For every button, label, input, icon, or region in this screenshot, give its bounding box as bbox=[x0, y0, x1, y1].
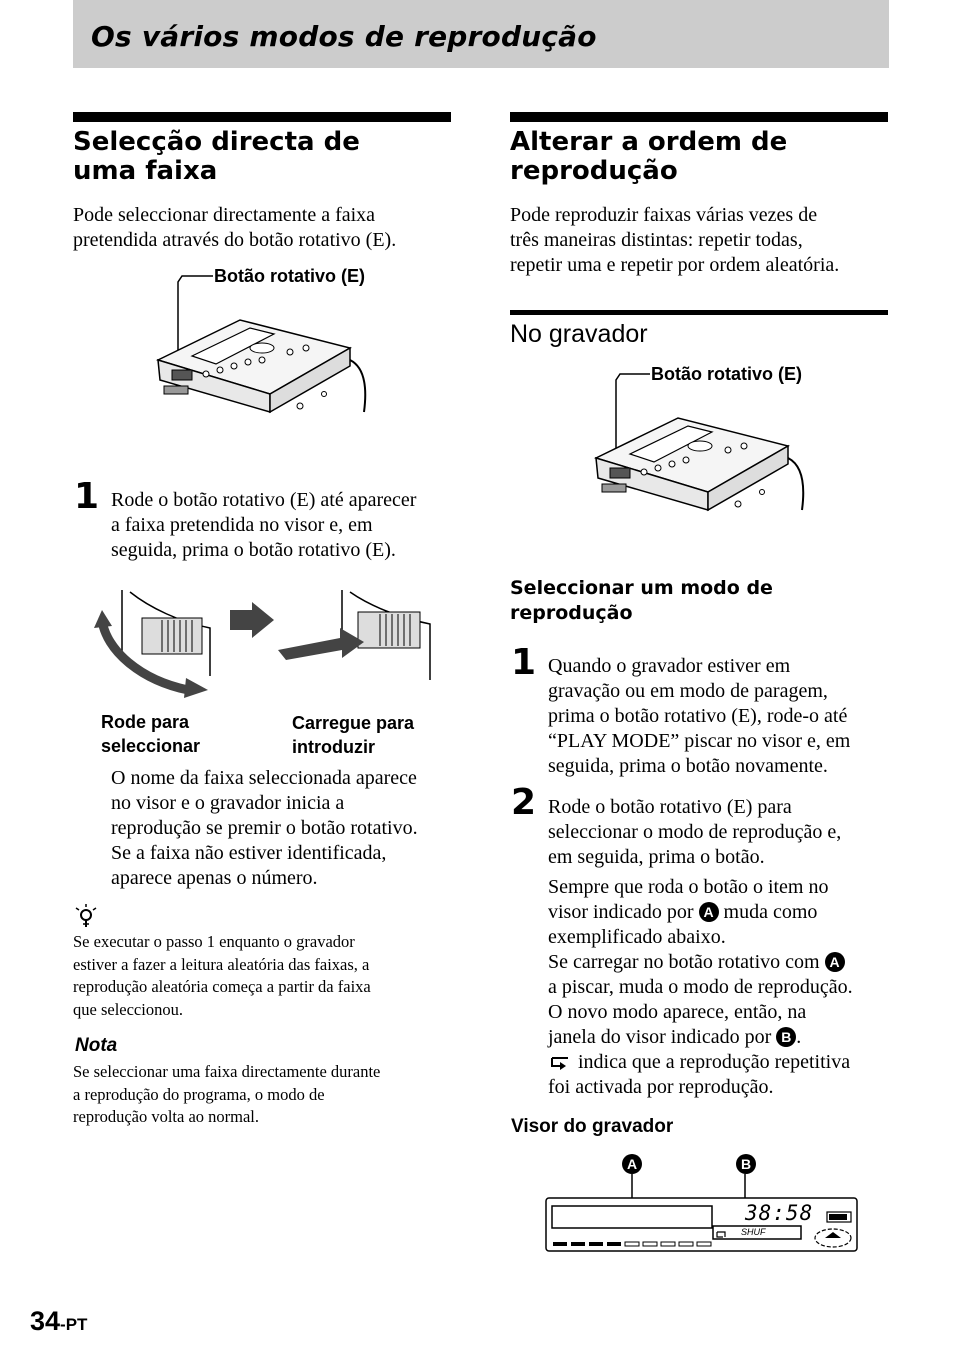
marker-a-inline-2: A bbox=[825, 952, 845, 972]
rotate-press-illustration bbox=[90, 580, 440, 700]
caption-rotate-to-select: Rode para seleccionar bbox=[101, 712, 201, 756]
note-text: Se seleccionar uma faixa directamente durante a reprodução do programa, o modo de reprodução volta ao normal. bbox=[73, 1062, 381, 1126]
tip-lightbulb-icon bbox=[73, 903, 99, 929]
recorder-illustration-right bbox=[588, 360, 818, 530]
title-banner bbox=[73, 0, 889, 68]
step-2-number-right: 2 bbox=[511, 782, 537, 823]
page-number: 34-PT bbox=[30, 1306, 88, 1336]
repeat-icon bbox=[548, 1054, 572, 1070]
display-figure-title: Visor do gravador bbox=[511, 1116, 674, 1137]
section-rule-left bbox=[73, 112, 451, 122]
note-title: Nota bbox=[75, 1035, 118, 1056]
subsubsection-heading-select-mode: Seleccionar um modo de reprodução bbox=[510, 577, 773, 624]
step-2-text-right: Rode o botão rotativo (E) para seleccionar o modo de reprodução e, em seguida, prima o botão. bbox=[548, 796, 842, 868]
result-text-left: O nome da faixa seleccionada aparece no visor e o gravador inicia a reprodução se premir o botão rotativo. Se a faixa não estiver identificada, aparece apenas o número. bbox=[111, 767, 418, 889]
step-1-number-right: 1 bbox=[511, 642, 537, 683]
marker-b-inline: B bbox=[776, 1027, 796, 1047]
step-2-explanation: Sempre que roda o botão o item no visor indicado por A muda como exemplificado abaixo. Se carregar no botão rotativo com A a piscar, muda o modo de reprodução. O novo modo aparece, então, na janela do visor indicado por B . indica que a reprodução repetitiva foi activada por reprodução. bbox=[548, 876, 853, 1098]
caption-press-to-enter: Carregue para introduzir bbox=[292, 713, 415, 757]
step-1-text-right: Quando o gravador estiver em gravação ou em modo de paragem, prima o botão rotativo (E), rode-o até “PLAY MODE” piscar no visor e, em seguida, prima o botão novamente. bbox=[548, 655, 851, 777]
display-mode-readout: SHUF bbox=[741, 1227, 766, 1237]
marker-a-figure: A bbox=[622, 1154, 642, 1174]
left-intro-text: Pode seleccionar directamente a faixa pretendida através do botão rotativo (E). bbox=[73, 204, 397, 251]
page-title: Os vários modos de reprodução bbox=[91, 20, 597, 53]
step-1-number-left: 1 bbox=[74, 476, 100, 517]
tip-text: Se executar o passo 1 enquanto o gravador estiver a fazer a leitura aleatória das faixas, a reprodução aleatória começa a partir da faixa que seleccionou. bbox=[73, 932, 371, 1019]
subsection-rule bbox=[510, 310, 888, 315]
step-1-text-left: Rode o botão rotativo (E) até aparecer a faixa pretendida no visor e, em seguida, prima o botão rotativo (E). bbox=[111, 489, 417, 561]
subsection-heading-recorder: No gravador bbox=[510, 320, 648, 348]
callout-rotary-button-left: Botão rotativo (E) bbox=[214, 266, 365, 286]
marker-a-inline: A bbox=[699, 902, 719, 922]
section-heading-direct-select: Selecção directa de uma faixa bbox=[73, 127, 360, 186]
section-heading-change-order: Alterar a ordem de reprodução bbox=[510, 127, 788, 186]
section-rule-right bbox=[510, 112, 888, 122]
callout-rotary-button-right: Botão rotativo (E) bbox=[651, 364, 802, 384]
marker-b-figure: B bbox=[736, 1154, 756, 1174]
recorder-illustration-left bbox=[150, 262, 380, 432]
right-intro-text: Pode reproduzir faixas várias vezes de três maneiras distintas: repetir todas, repetir uma e repetir por ordem aleatória. bbox=[510, 204, 840, 276]
display-time-readout: 38:58 bbox=[745, 1201, 814, 1225]
